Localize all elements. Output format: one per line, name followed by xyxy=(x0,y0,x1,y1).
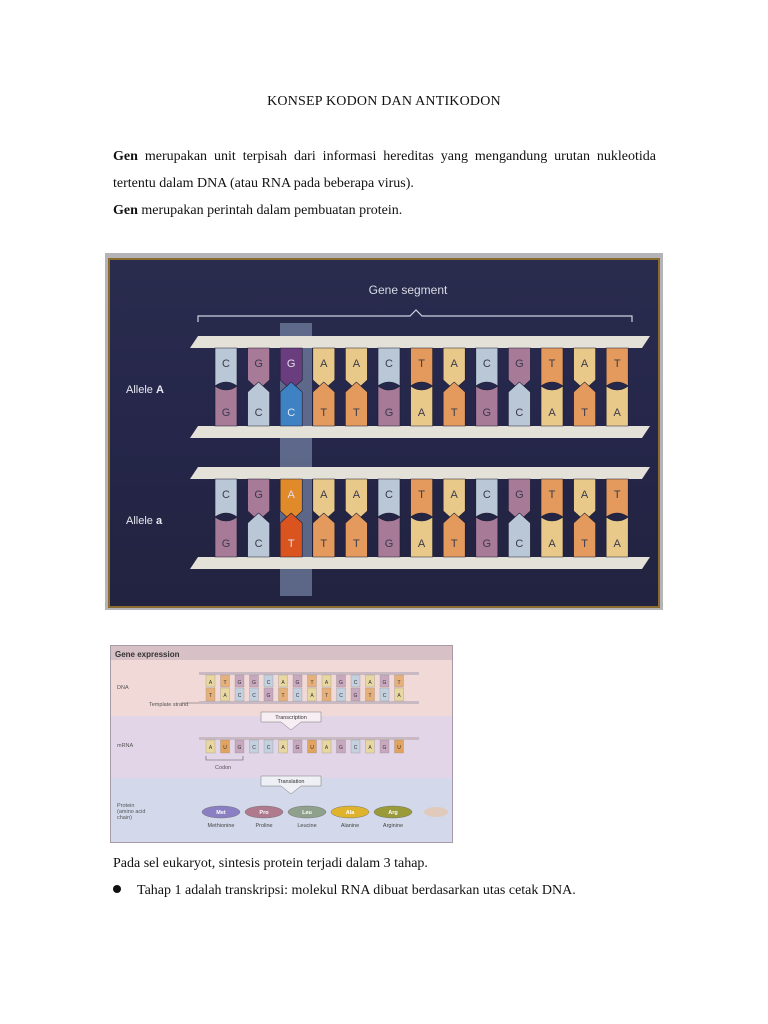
base-letter-top: T xyxy=(613,358,621,370)
dna-base-letter: A xyxy=(281,680,285,686)
base-letter-bottom: T xyxy=(320,407,328,419)
base-letter-bottom: T xyxy=(450,407,458,419)
nucleotide-bottom xyxy=(313,513,335,557)
protein-label: Protein (amino acid chain) xyxy=(117,803,146,821)
base-letter-top: C xyxy=(385,358,393,370)
allele-a-label: Allele a xyxy=(126,515,163,527)
dna-base-letter: C xyxy=(237,693,242,699)
mrna-base-letter: A xyxy=(324,745,329,751)
mrna-base-letter: C xyxy=(353,745,358,751)
base-letter-bottom: G xyxy=(482,407,492,419)
amino-acid-name: Arginine xyxy=(382,823,404,829)
nucleotide-bottom xyxy=(574,382,596,426)
paragraph-gene-function xyxy=(113,197,656,224)
dna-base-letter: T xyxy=(310,680,314,686)
dna-base-letter: T xyxy=(281,693,285,699)
base-letter-bottom: G xyxy=(221,407,231,419)
nucleotide-bottom xyxy=(378,386,400,426)
dna-base-letter: G xyxy=(353,693,358,699)
dna-base-letter: C xyxy=(252,693,256,699)
nucleotide-bottom xyxy=(476,517,498,557)
bullet-dot-icon xyxy=(113,885,121,893)
base-letter-top: C xyxy=(385,489,393,501)
base-letter-top: A xyxy=(320,489,328,501)
amino-acid-abbr: Ala xyxy=(345,810,355,816)
dna-base-letter: A xyxy=(310,693,314,699)
mrna-base-letter: U xyxy=(310,745,314,751)
dna-base-letter: C xyxy=(295,693,300,699)
base-letter-bottom: C xyxy=(254,407,263,419)
nucleotide-bottom xyxy=(541,517,563,557)
base-letter-top: G xyxy=(254,489,263,501)
dna-base-letter: C xyxy=(339,693,343,699)
codon-label: Codon xyxy=(215,765,232,771)
dna-backbone-top xyxy=(190,467,650,479)
nucleotide-bottom xyxy=(508,382,530,426)
base-letter-top: G xyxy=(515,489,524,501)
base-letter-top: A xyxy=(352,358,361,370)
base-letter-top: T xyxy=(548,358,556,370)
bullet-step-1-text: Tahap 1 adalah transkripsi: molekul RNA dibuat berdasarkan utas cetak DNA. xyxy=(137,883,576,898)
base-letter-bottom: T xyxy=(287,538,295,550)
nucleotide-bottom xyxy=(378,517,400,557)
dna-base-letter: C xyxy=(382,693,387,699)
allele-A-label: Allele A xyxy=(126,384,164,396)
mrna-base-letter: U xyxy=(223,745,227,751)
nucleotide-bottom xyxy=(248,513,270,557)
base-letter-top: A xyxy=(450,489,458,501)
mrna-label: mRNA xyxy=(117,743,134,749)
nucleotide-bottom xyxy=(541,386,563,426)
gene-expression-diagram xyxy=(111,646,453,843)
mrna-base-letter: U xyxy=(397,745,401,751)
dna-base-letter: T xyxy=(368,693,372,699)
base-letter-bottom: A xyxy=(613,538,621,550)
dna-base-letter: G xyxy=(252,680,256,686)
nucleotide-bottom xyxy=(508,513,530,557)
base-letter-bottom: T xyxy=(581,538,588,550)
dna-backbone-top xyxy=(190,336,650,348)
nucleotide-bottom xyxy=(313,382,335,426)
base-letter-bottom: G xyxy=(482,538,492,550)
document-title: KONSEP KODON DAN ANTIKODON xyxy=(267,94,501,109)
mrna-base-letter: G xyxy=(339,745,343,751)
base-letter-bottom: T xyxy=(320,538,328,550)
nucleotide-bottom xyxy=(443,513,465,557)
base-letter-top: C xyxy=(482,489,491,501)
gene-expression-heading: Gene expression xyxy=(115,650,180,659)
nucleotide-bottom xyxy=(411,386,433,426)
base-letter-bottom: C xyxy=(515,538,524,550)
dna-top-backbone xyxy=(199,672,419,675)
dna-base-letter: G xyxy=(339,680,343,686)
nucleotide-bottom xyxy=(215,517,237,557)
nucleotide-bottom xyxy=(248,382,270,426)
base-letter-top: G xyxy=(254,358,263,370)
amino-acid-abbr: Leu xyxy=(302,810,312,816)
dna-base-letter: G xyxy=(295,680,300,686)
dna-base-letter: G xyxy=(266,693,271,699)
base-letter-top: T xyxy=(548,489,556,501)
nucleotide-bottom xyxy=(476,386,498,426)
base-letter-bottom: C xyxy=(254,538,263,550)
nucleotide-bottom xyxy=(215,386,237,426)
base-letter-bottom: A xyxy=(548,538,556,550)
base-letter-top: A xyxy=(580,489,589,501)
amino-acid-name: Proline xyxy=(255,823,273,829)
nucleotide-bottom xyxy=(411,517,433,557)
gene-definition-text: merupakan unit terpisah dari informasi hereditas yang mengandung urutan nukleotida tertentu dalam DNA (atau RNA pada beberapa virus). xyxy=(113,149,656,191)
amino-acid-abbr: Met xyxy=(216,810,226,816)
dna-backbone-bottom xyxy=(190,557,650,569)
gene-function-text: merupakan perintah dalam pembuatan protein. xyxy=(137,203,403,218)
caption-protein-synthesis: Pada sel eukaryot, sintesis protein terjadi dalam 3 tahap. xyxy=(113,856,428,871)
mrna-base-letter: C xyxy=(252,745,256,751)
base-letter-top: A xyxy=(287,489,295,501)
translation-label: Translation xyxy=(277,779,305,785)
nucleotide-bottom xyxy=(345,513,367,557)
dna-bottom-backbone xyxy=(199,701,419,704)
base-letter-bottom: G xyxy=(384,407,394,419)
dna-base-letter: T xyxy=(324,693,329,699)
base-letter-bottom: T xyxy=(353,407,360,419)
base-letter-top: T xyxy=(613,489,621,501)
paragraph-gene-definition xyxy=(113,143,656,197)
nucleotide-bottom xyxy=(345,382,367,426)
base-letter-bottom: C xyxy=(287,407,296,419)
base-letter-top: G xyxy=(286,358,296,370)
dna-base-letter: T xyxy=(223,680,227,686)
amino-acid-chain-continuation xyxy=(424,807,448,817)
base-letter-top: C xyxy=(222,489,230,501)
base-letter-bottom: C xyxy=(515,407,524,419)
dna-base-letter: A xyxy=(208,680,213,686)
base-letter-bottom: G xyxy=(221,538,231,550)
dna-label: DNA xyxy=(117,685,129,691)
dna-base-letter: T xyxy=(208,693,213,699)
amino-acid-abbr: Pro xyxy=(259,810,269,816)
mrna-base-letter: G xyxy=(295,745,300,751)
dna-base-letter: C xyxy=(266,680,271,686)
base-letter-top: A xyxy=(320,358,328,370)
gene-expression-figure xyxy=(110,645,453,843)
dna-base-letter: G xyxy=(382,680,387,686)
base-letter-bottom: A xyxy=(417,538,426,550)
base-letter-bottom: T xyxy=(450,538,458,550)
gene-term: Gen xyxy=(113,203,138,218)
base-letter-bottom: A xyxy=(417,407,426,419)
mrna-backbone xyxy=(199,737,419,740)
base-letter-bottom: A xyxy=(613,407,621,419)
transcription-label: Transcription xyxy=(275,715,307,721)
nucleotide-bottom xyxy=(280,513,302,557)
dna-base-letter: A xyxy=(324,680,329,686)
dna-base-letter: G xyxy=(237,680,242,686)
mrna-base-letter: A xyxy=(208,745,213,751)
mrna-base-letter: G xyxy=(237,745,242,751)
amino-acid-name: Leucine xyxy=(297,823,317,829)
amino-acid-name: Alanine xyxy=(340,823,360,829)
base-letter-bottom: A xyxy=(548,407,556,419)
base-letter-bottom: G xyxy=(384,538,394,550)
base-letter-top: A xyxy=(352,489,361,501)
base-letter-top: C xyxy=(482,358,491,370)
gene-segment-heading: Gene segment xyxy=(368,283,448,297)
dna-backbone-bottom xyxy=(190,426,650,438)
mrna-base-letter: A xyxy=(281,745,285,751)
nucleotide-bottom xyxy=(443,382,465,426)
dna-base-letter: T xyxy=(397,680,401,686)
base-letter-bottom: T xyxy=(353,538,360,550)
amino-acid-name: Methionine xyxy=(207,823,235,829)
dna-base-letter: C xyxy=(353,680,358,686)
base-letter-top: A xyxy=(450,358,458,370)
dna-base-letter: A xyxy=(223,693,227,699)
dna-base-letter: A xyxy=(397,693,401,699)
template-strand-label: Template strand xyxy=(149,702,189,708)
gene-segment-diagram xyxy=(110,260,660,608)
dna-base-letter: A xyxy=(368,680,372,686)
nucleotide-bottom xyxy=(574,513,596,557)
amino-acid-abbr: Arg xyxy=(388,810,398,816)
base-letter-top: T xyxy=(418,489,425,501)
base-letter-bottom: T xyxy=(581,407,588,419)
nucleotide-bottom xyxy=(606,517,628,557)
nucleotide-bottom xyxy=(606,386,628,426)
base-letter-top: G xyxy=(515,358,524,370)
mrna-base-letter: C xyxy=(266,745,271,751)
base-letter-top: T xyxy=(418,358,425,370)
mrna-base-letter: A xyxy=(368,745,372,751)
gene-segment-figure xyxy=(105,253,663,610)
mrna-base-letter: G xyxy=(382,745,387,751)
gene-term: Gen xyxy=(113,149,138,164)
gene-segment-bracket xyxy=(198,310,632,322)
base-letter-top: C xyxy=(222,358,230,370)
nucleotide-bottom xyxy=(280,382,302,426)
base-letter-top: A xyxy=(580,358,589,370)
bullet-step-1 xyxy=(113,883,576,899)
